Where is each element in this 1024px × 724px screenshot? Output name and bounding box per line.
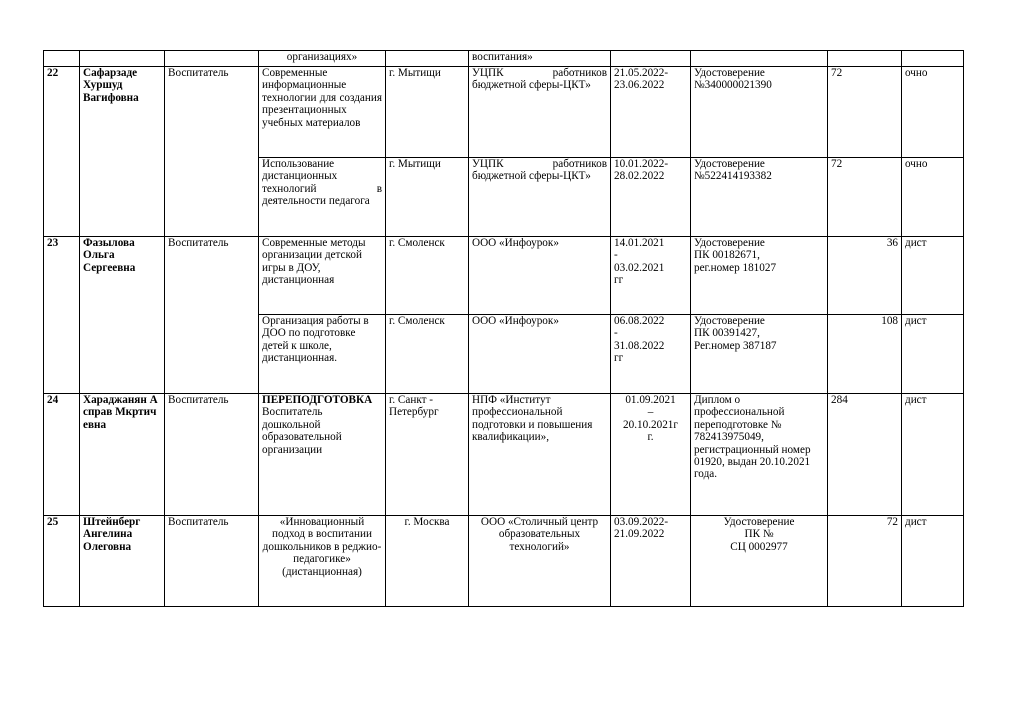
course-cell: ПЕРЕПОДГОТОВКА Воспитатель дошкольной образовательной организации [259, 394, 386, 516]
course-cell: организациях» [259, 51, 386, 67]
training-table [43, 50, 964, 607]
table-row [44, 67, 964, 158]
position-cell: Воспитатель [165, 516, 259, 607]
table-row [44, 516, 964, 607]
position-cell: Воспитатель [165, 394, 259, 516]
table-row [44, 51, 964, 67]
document-cell: Удостоверение ПК 00182671, рег.номер 181027 [691, 237, 828, 315]
dates-cell: 10.01.2022-28.02.2022 [611, 158, 691, 237]
position-cell: Воспитатель [165, 237, 259, 394]
position-cell: Воспитатель [165, 67, 259, 237]
row-number: 25 [44, 516, 80, 607]
document-cell: Удостоверение ПК 00391427, Рег.номер 387187 [691, 315, 828, 394]
hours-cell: 72 [828, 67, 902, 158]
city-cell: г. Санкт - Петербург [386, 394, 469, 516]
table-row [44, 237, 964, 315]
course-title: ПЕРЕПОДГОТОВКА [262, 394, 373, 406]
city-cell: г. Мытищи [386, 67, 469, 158]
course-cell: Современные информационные технологии для создания презентационных учебных материалов [259, 67, 386, 158]
table-row [44, 394, 964, 516]
hours-cell: 284 [828, 394, 902, 516]
course-cell: Современные методы организации детской игры в ДОУ, дистанционная [259, 237, 386, 315]
course-cell: Использование дистанционных технологий в деятельности педагога [259, 158, 386, 237]
dates-cell: 14.01.2021 - 03.02.2021 гг [611, 237, 691, 315]
form-cell: дист [902, 237, 964, 315]
row-number: 22 [44, 67, 80, 237]
form-cell: очно [902, 158, 964, 237]
org-cell: НПФ «Институт профессиональной подготовки и повышения квалификации», [469, 394, 611, 516]
document-cell: Удостоверение №522414193382 [691, 158, 828, 237]
city-cell: г. Мытищи [386, 158, 469, 237]
org-cell: ООО «Инфоурок» [469, 237, 611, 315]
row-number: 23 [44, 237, 80, 394]
document-cell: Диплом о профессиональной переподготовке № 782413975049, регистрационный номер 01920, выдан 20.10.2021 года. [691, 394, 828, 516]
dates-cell: 01.09.2021 – 20.10.2021г г. [611, 394, 691, 516]
document-cell: Удостоверение ПК № СЦ 0002977 [691, 516, 828, 607]
form-cell: очно [902, 67, 964, 158]
city-cell: г. Смоленск [386, 237, 469, 315]
form-cell: дист [902, 315, 964, 394]
employee-name: Штейнберг Ангелина Олеговна [80, 516, 165, 607]
dates-cell: 03.09.2022-21.09.2022 [611, 516, 691, 607]
dates-cell: 06.08.2022 - 31.08.2022 гг [611, 315, 691, 394]
employee-name: Сафарзаде Хуршуд Вагифовна [80, 67, 165, 237]
org-cell: воспитания» [469, 51, 611, 67]
course-cell: Организация работы в ДОО по подготовке детей к школе, дистанционная. [259, 315, 386, 394]
employee-name: Фазылова Ольга Сергеевна [80, 237, 165, 394]
row-number: 24 [44, 394, 80, 516]
hours-cell: 36 [828, 237, 902, 315]
document-cell: Удостоверение №340000021390 [691, 67, 828, 158]
org-cell: ООО «Столичный центр образовательных технологий» [469, 516, 611, 607]
form-cell: дист [902, 394, 964, 516]
form-cell: дист [902, 516, 964, 607]
hours-cell: 72 [828, 158, 902, 237]
employee-name: Хараджанян Асправ Мкртичевна [80, 394, 165, 516]
course-cell: «Инновационный подход в воспитании дошкольников в реджио-педагогике» (дистанционная) [259, 516, 386, 607]
hours-cell: 108 [828, 315, 902, 394]
org-cell: ООО «Инфоурок» [469, 315, 611, 394]
org-cell: УЦПК работников бюджетной сферы-ЦКТ» [469, 158, 611, 237]
city-cell: г. Москва [386, 516, 469, 607]
city-cell: г. Смоленск [386, 315, 469, 394]
dates-cell: 21.05.2022-23.06.2022 [611, 67, 691, 158]
hours-cell: 72 [828, 516, 902, 607]
org-cell: УЦПК работников бюджетной сферы-ЦКТ» [469, 67, 611, 158]
